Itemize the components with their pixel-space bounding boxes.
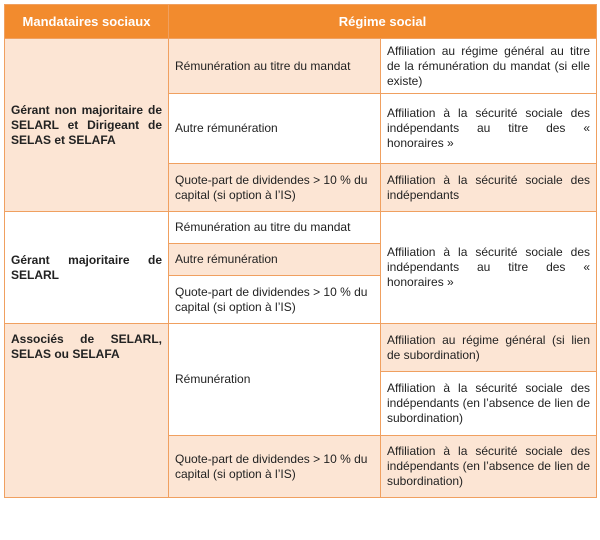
regime-cell: Affiliation à la sécurité sociale des indépendants (en l’absence de lien de subordination)	[381, 372, 597, 436]
mandataire-cell: Gérant non majoritaire de SELARL et Dirigeant de SELAS et SELAFA	[5, 39, 169, 212]
regime-cell: Affiliation au régime général au titre de la rémunération du mandat (si elle existe)	[381, 39, 597, 94]
remuneration-cell: Rémunération au titre du mandat	[169, 39, 381, 94]
header-row	[5, 5, 597, 39]
remuneration-cell: Rémunération	[169, 324, 381, 436]
table-row	[5, 212, 597, 244]
mandataire-cell: Gérant majoritaire de SELARL	[5, 212, 169, 324]
regime-social-table	[4, 4, 597, 498]
remuneration-cell: Quote-part de dividendes > 10 % du capital (si option à l’IS)	[169, 436, 381, 498]
table-row	[5, 324, 597, 372]
table-row	[5, 39, 597, 94]
header-mandataires: Mandataires sociaux	[5, 5, 169, 39]
header-regime: Régime social	[169, 5, 597, 39]
remuneration-cell: Autre rémunération	[169, 94, 381, 164]
remuneration-cell: Quote-part de dividendes > 10 % du capital (si option à l’IS)	[169, 164, 381, 212]
regime-cell: Affiliation à la sécurité sociale des indépendants au titre des « honoraires »	[381, 94, 597, 164]
remuneration-cell: Quote-part de dividendes > 10 % du capital (si option à l’IS)	[169, 276, 381, 324]
mandataire-cell: Associés de SELARL, SELAS ou SELAFA	[5, 324, 169, 498]
regime-cell: Affiliation à la sécurité sociale des indépendants	[381, 164, 597, 212]
remuneration-cell: Autre rémunération	[169, 244, 381, 276]
regime-cell: Affiliation à la sécurité sociale des indépendants au titre des « honoraires »	[381, 212, 597, 324]
remuneration-cell: Rémunération au titre du mandat	[169, 212, 381, 244]
regime-cell: Affiliation au régime général (si lien de subordination)	[381, 324, 597, 372]
regime-cell: Affiliation à la sécurité sociale des indépendants (en l’absence de lien de subordination)	[381, 436, 597, 498]
